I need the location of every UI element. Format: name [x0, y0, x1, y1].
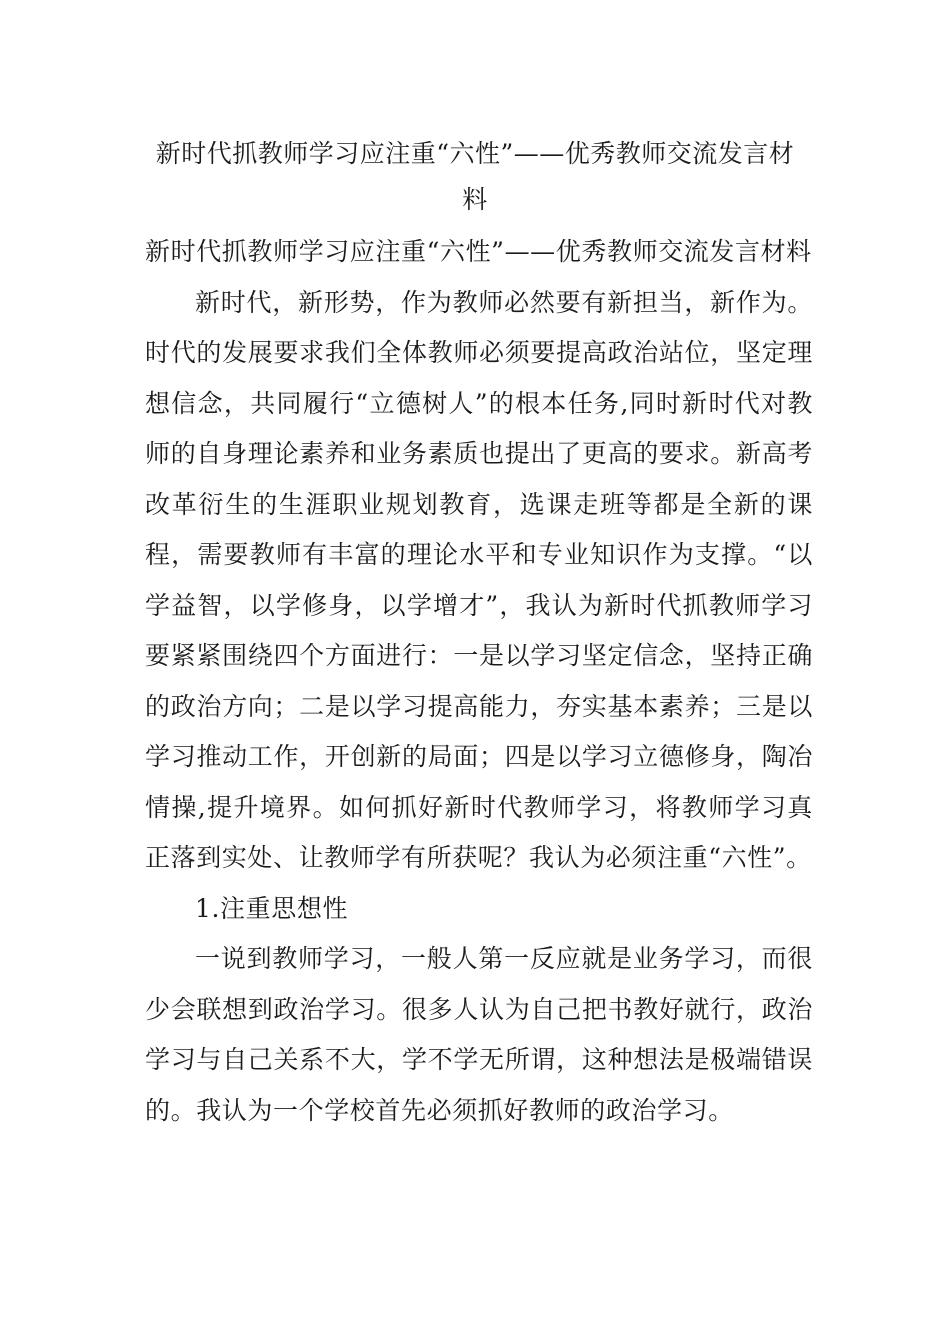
paragraph-intro: 新时代，新形势，作为教师必然要有新担当，新作为。时代的发展要求我们全体教师必须要提高政治站位，坚定理想信念，共同履行“立德树人”的根本任务,同时新时代对教师的自身理论素养和业务素质也提出了更高的要求。新高考改革衍生的生涯职业规划教育，选课走班等都是全新的课程，需要教师有丰富的理论水平和专业知识作为支撑。“以学益智，以学修身，以学增才”，我认为新时代抓教师学习要紧紧围绕四个方面进行：一是以学习坚定信念，坚持正确的政治方向；二是以学习提高能力，夯实基本素养；三是以学习推动工作，开创新的局面；四是以学习立德修身，陶冶情操,提升境界。如何抓好新时代教师学习，将教师学习真正落到实处、让教师学有所获呢？我认为必须注重“六性”。: [145, 287, 813, 872]
paragraph-section-1: 一说到教师学习，一般人第一反应就是业务学习，而很少会联想到政治学习。很多人认为自己把书教好就行，政治学习与自己关系不大，学不学无所谓，这种想法是极端错误的。我认为一个学校首先必须抓好教师的政治学习。: [145, 944, 813, 1125]
document-body: [145, 227, 813, 1136]
document-subtitle: 新时代抓教师学习应注重“六性”——优秀教师交流发言材料: [145, 237, 812, 266]
document-title: 新时代抓教师学习应注重“六性”——优秀教师交流发言材料: [155, 139, 795, 214]
section-heading: 1.注重思想性: [195, 893, 349, 923]
